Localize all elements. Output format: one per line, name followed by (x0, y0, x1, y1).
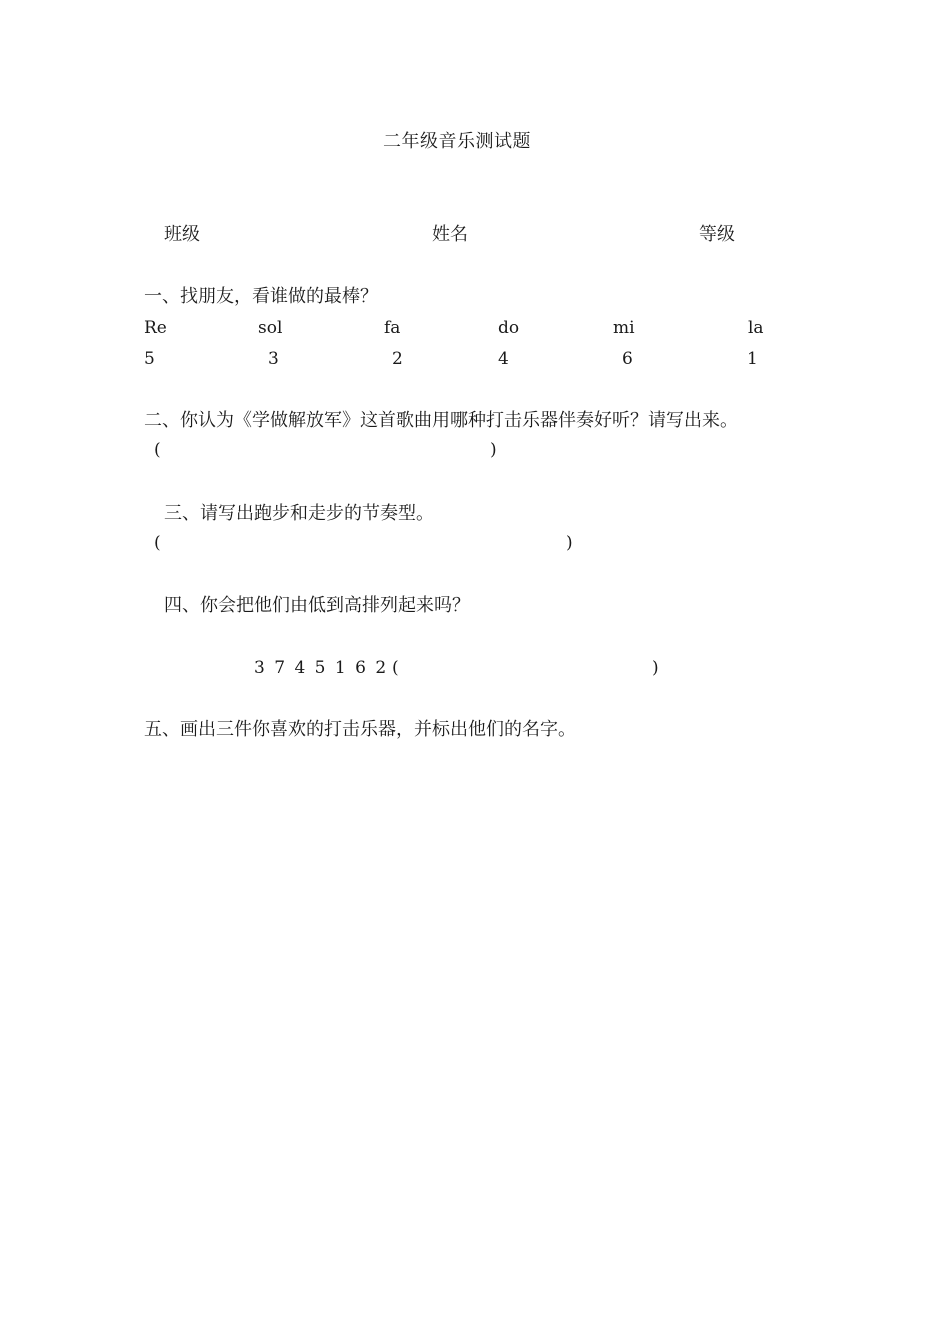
note-re: Re (144, 318, 167, 338)
number-3: 3 (268, 349, 279, 369)
answer-close-paren: ) (652, 658, 659, 678)
note-mi: mi (613, 318, 635, 338)
question-4: 四、你会把他们由低到高排列起来吗？ (164, 595, 470, 616)
question-2: 二、你认为《学做解放军》这首歌曲用哪种打击乐器伴奏好听？请写出来。 (144, 410, 738, 431)
answer-open-paren: ( (154, 533, 161, 553)
answer-close-paren: ) (566, 533, 573, 553)
number-4: 4 (498, 349, 509, 369)
note-fa: fa (384, 318, 401, 338)
number-2: 2 (392, 349, 403, 369)
answer-open-paren: ( (392, 658, 399, 678)
number-1: 1 (747, 349, 758, 369)
grade-label: 等级 (699, 224, 735, 245)
note-la: la (748, 318, 764, 338)
class-label: 班级 (164, 224, 200, 245)
question-1: 一、找朋友，看谁做的最棒？ (144, 286, 378, 307)
number-5: 5 (144, 349, 155, 369)
answer-open-paren: ( (154, 440, 161, 460)
note-do: do (498, 318, 520, 338)
note-sol: sol (258, 318, 283, 338)
question-5: 五、画出三件你喜欢的打击乐器，并标出他们的名字。 (144, 719, 576, 740)
number-6: 6 (622, 349, 633, 369)
page-title: 二年级音乐测试题 (383, 131, 531, 152)
answer-close-paren: ) (490, 440, 497, 460)
question-3: 三、请写出跑步和走步的节奏型。 (164, 503, 434, 524)
name-label: 姓名 (432, 224, 468, 245)
number-sequence: 3 7 4 5 1 6 2 (254, 658, 389, 678)
